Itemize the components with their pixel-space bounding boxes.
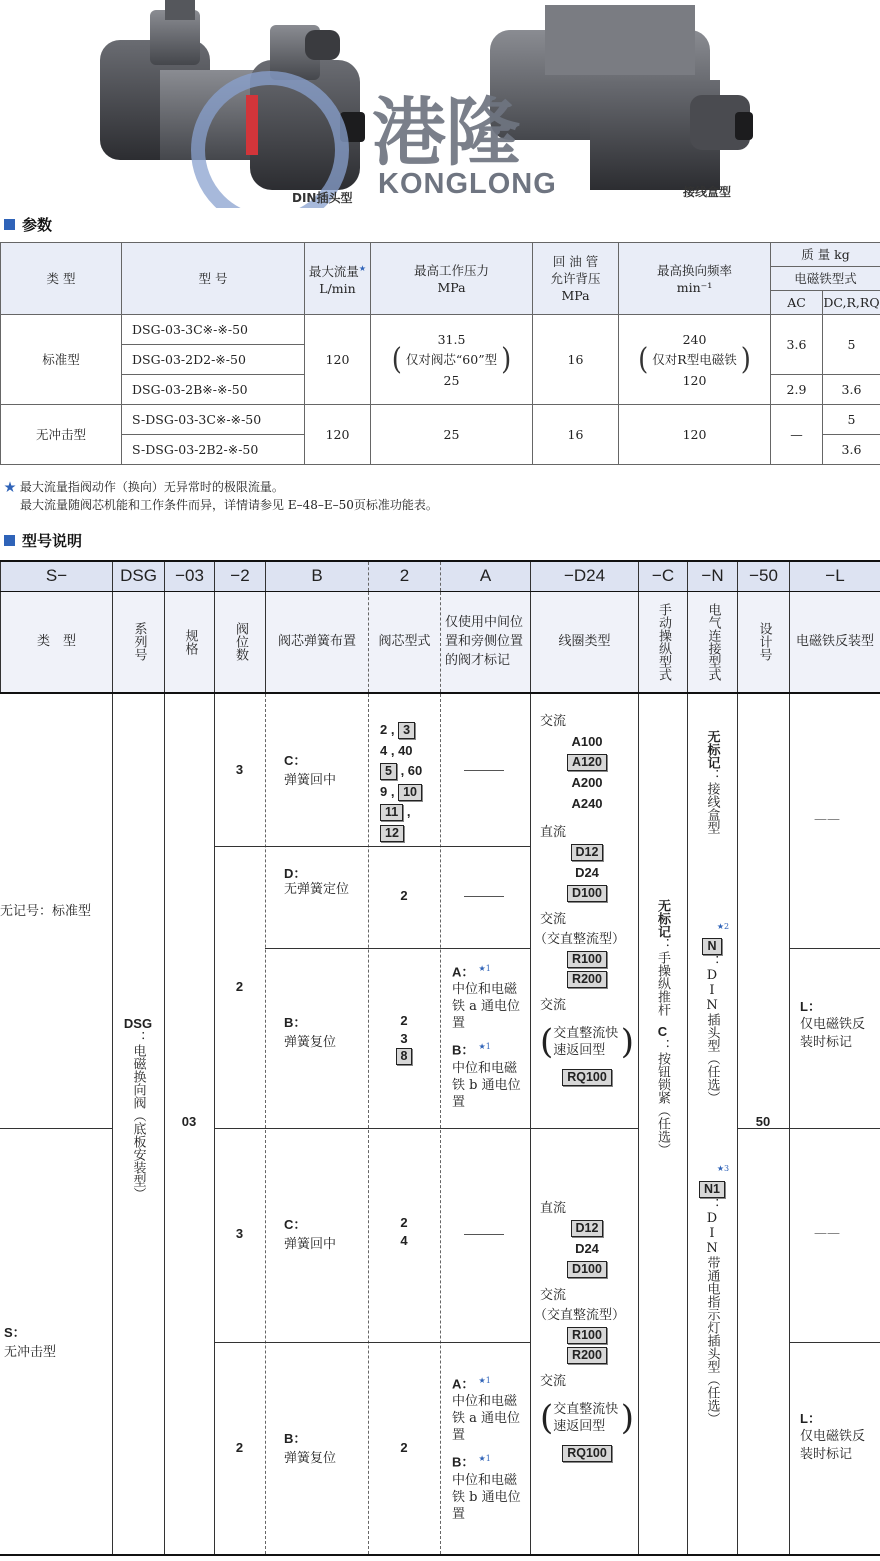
desc-reverse: 电磁铁反装型 (790, 591, 880, 693)
spools-c-std: 2 , 3 4 , 40 5 , 60 9 , 10 11 , 12 (380, 722, 423, 840)
square-bullet-icon (4, 219, 15, 230)
spools-b-std: 2 3 8 (368, 1012, 440, 1066)
desc-spool: 阀芯型式 (369, 591, 441, 693)
code-size: −03 (165, 561, 215, 591)
design-no-cell: 50 (755, 1114, 771, 1129)
th-type: 类 型 (1, 243, 122, 315)
freq-cell: 240 ( 仅对R型电磁铁 ) 120 (619, 315, 771, 405)
code-position-mark: A (441, 561, 531, 591)
note-line-1: 最大流量指阀动作（换向）无异常时的极限流量。 (19, 480, 284, 494)
product-hero-image (0, 0, 880, 208)
code-coil: −D24 (531, 561, 639, 591)
coil-s: 直流 D12 D24 D100 交流 （交直整流型） R100 R200 交流 ( 交直整流快速返回型 ) RQ100 (534, 1201, 634, 1460)
square-bullet-icon (4, 535, 15, 546)
desc-coil: 线圈类型 (531, 591, 639, 693)
desc-type: 类 型 (1, 591, 113, 693)
pos-note-s: A： $^{★1}$ 中位和电磁铁 a 通电位置 B： $^{★1}$ 中位和电磁铁 b 通电位置 (452, 1376, 521, 1522)
desc-position-mark: 仅使用中间位置和旁侧位置的阀才标记 (441, 591, 531, 693)
back-pressure-cell: 16 (533, 405, 619, 465)
pressure-cell: 31.5 ( 仅对阀芯“60”型 ) 25 (371, 315, 533, 405)
desc-size: 规格 (165, 591, 215, 693)
params-table (0, 242, 880, 465)
desc-manual: 手动操纵型式 (639, 591, 688, 693)
star-icon: ★ (4, 480, 17, 494)
electric-cell: 无标记 ：接线盒型 $^{★2}$ N ：DIN插头型（任选） $^{★3}$ N1 ：DIN带通电指示灯插头型（任选） (687, 730, 737, 1425)
freq-cell: 120 (619, 405, 771, 465)
pressure-cell: 25 (371, 405, 533, 465)
code-spring: B (266, 561, 369, 591)
reverse-l-s: L： 仅电磁铁反装时标记 (800, 1411, 866, 1462)
model-cell: DSG-03-2D2-※-50 (122, 345, 305, 375)
desc-positions: 阀位数 (215, 591, 266, 693)
coil-std: 交流 A100 A120 A200 A240 直流 D12 D24 D100 交流 （交直整流型） R100 R200 交流 ( 交直整流快速返回型 ) RQ100 (534, 714, 634, 1084)
code-positions: −2 (215, 561, 266, 591)
section-title-params: 参数 (4, 214, 52, 235)
pos-note-std: A： $^{★1}$ 中位和电磁铁 a 通电位置 B： $^{★1}$ 中位和电磁铁 b 通电位置 (452, 964, 521, 1110)
code-spool: 2 (369, 561, 441, 591)
reverse-dash: —— (814, 1226, 840, 1241)
model-code-body (0, 694, 880, 1556)
spools-b-s: 2 (400, 1440, 408, 1455)
flow-cell: 120 (305, 315, 371, 405)
pos-s-3: 3 (235, 1226, 244, 1241)
code-design: −50 (738, 561, 790, 591)
spools-d-std: 2 (400, 888, 408, 903)
footnotes (4, 478, 438, 514)
th-magnet-type: 电磁铁型式 (771, 267, 880, 291)
flow-cell: 120 (305, 405, 371, 465)
spring-b-std: B： 弹簧复位 (284, 1015, 337, 1050)
th-max-freq: 最高换向频率 min⁻¹ (619, 243, 771, 315)
model-code-table (0, 560, 880, 694)
spring-b-s: B： 弹簧复位 (284, 1431, 337, 1466)
mass-ac-cell: — (771, 405, 823, 465)
pos-s-2: 2 (235, 1440, 244, 1455)
brand-en: KONGLONG (378, 168, 557, 200)
code-reverse: −L (790, 561, 880, 591)
spring-c-s: C： 弹簧回中 (284, 1217, 337, 1252)
th-max-flow: 最大流量★ L/min (305, 243, 371, 315)
mass-dc-cell: 5 (823, 315, 880, 375)
code-manual: −C (639, 561, 688, 591)
th-dc: DC,R,RQ (823, 291, 880, 315)
mass-ac-cell: 3.6 (771, 315, 823, 375)
code-electric: −N (688, 561, 738, 591)
desc-electric: 电气连接型式 (688, 591, 738, 693)
brand-cn: 港隆 (372, 90, 520, 176)
row-standard-label: 标准型 (1, 315, 122, 405)
desc-design: 设计号 (738, 591, 790, 693)
dash-line (464, 896, 504, 897)
back-pressure-cell: 16 (533, 315, 619, 405)
mass-ac-cell: 2.9 (771, 375, 823, 405)
mass-dc-cell: 3.6 (823, 375, 880, 405)
desc-spring: 阀芯弹簧布置 (266, 591, 369, 693)
pos-std-3: 3 (235, 762, 244, 777)
caption-din: DIN插头型 (292, 191, 353, 205)
section-title-model: 型号说明 (4, 530, 82, 551)
code-type: S− (1, 561, 113, 591)
caption-junction-box: 接线盒型 (683, 185, 732, 199)
th-mass: 质 量 kg (771, 243, 880, 267)
type-shockless: S： 无冲击型 (4, 1325, 57, 1360)
th-model: 型 号 (122, 243, 305, 315)
th-max-pressure: 最高工作压力 MPa (371, 243, 533, 315)
spools-c-s: 2 4 (400, 1215, 408, 1248)
spring-c-std: C： 弹簧回中 (284, 753, 337, 788)
valve-illustration (0, 0, 880, 208)
spring-d-std: D： 无弹簧定位 (284, 866, 350, 897)
mass-dc-cell: 3.6 (823, 435, 880, 465)
model-cell: S-DSG-03-2B2-※-50 (122, 435, 305, 465)
th-back-pressure: 回 油 管 允许背压 MPa (533, 243, 619, 315)
model-cell: S-DSG-03-3C※-※-50 (122, 405, 305, 435)
mass-dc-cell: 5 (823, 405, 880, 435)
model-cell: DSG-03-3C※-※-50 (122, 315, 305, 345)
size-cell: 03 (181, 1114, 197, 1129)
note-line-2: 最大流量随阀芯机能和工作条件而异，详情请参见 E–48–E–50页标准功能表。 (20, 498, 438, 512)
row-shockless-label: 无冲击型 (1, 405, 122, 465)
code-series: DSG (113, 561, 165, 591)
th-ac: AC (771, 291, 823, 315)
series-cell: DSG ：电磁换向阀（底板安装型） (123, 1016, 153, 1200)
type-standard: 无记号：标准型 (0, 904, 92, 919)
desc-series: 系列号 (113, 591, 165, 693)
dash-line (464, 1234, 504, 1235)
reverse-dash: —— (814, 812, 840, 827)
manual-cell: 无标记 ：手操纵推杆 C ：按钮锁紧（任选） (655, 899, 670, 1156)
reverse-l-std: L： 仅电磁铁反装时标记 (800, 999, 866, 1050)
dash-line (464, 770, 504, 771)
model-cell: DSG-03-2B※-※-50 (122, 375, 305, 405)
pos-std-2: 2 (235, 979, 244, 994)
